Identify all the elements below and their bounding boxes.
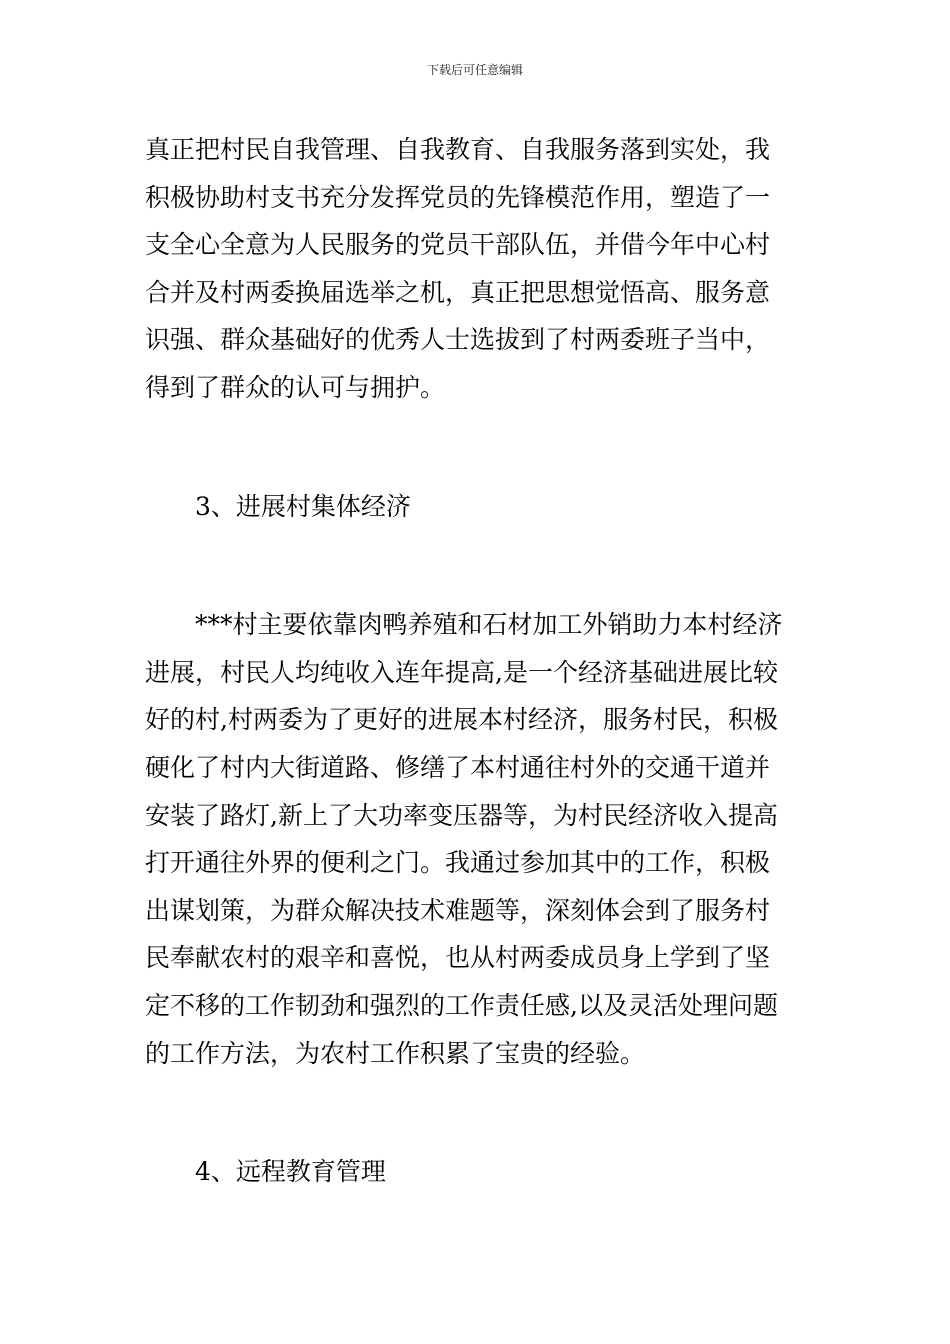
paragraph-line: 安装了路灯,新上了大功率变压器等，为村民经济收入提高 <box>145 800 778 830</box>
paragraph-line: 进展，村民人均纯收入连年提高,是一个经济基础进展比较 <box>145 657 778 687</box>
paragraph-line: 识强、群众基础好的优秀人士选拔到了村两委班子当中， <box>145 325 771 355</box>
paragraph-line: ***村主要依靠肉鸭养殖和石材加工外销助力本村经济 <box>195 610 783 640</box>
paragraph-line: 支全心全意为人民服务的党员干部队伍，并借今年中心村 <box>145 230 771 260</box>
paragraph-line: 真正把村民自我管理、自我教育、自我服务落到实处，我 <box>145 135 771 164</box>
paragraph-line: 硬化了村内大街道路、修缮了本村通往村外的交通干道并 <box>145 752 771 782</box>
page-header: 下载后可任意编辑 <box>426 63 523 77</box>
section-heading-3: 3、进展村集体经济 <box>195 491 411 521</box>
paragraph-line: 得到了群众的认可与拥护。 <box>145 372 446 402</box>
section-heading-4: 4、远程教育管理 <box>195 1157 386 1187</box>
paragraph-line: 民奉献农村的艰辛和喜悦，也从村两委成员身上学到了坚 <box>145 943 771 973</box>
paragraph-gap <box>145 1077 807 1148</box>
paragraph-line: 出谋划策，为群众解决技术难题等，深刻体会到了服务村 <box>145 895 771 925</box>
paragraph-line: 好的村,村两委为了更好的进展本村经济，服务村民，积极 <box>145 705 778 735</box>
paragraph-line: 的工作方法，为农村工作积累了宝贵的经验。 <box>145 1038 646 1068</box>
paragraph-line: 定不移的工作韧劲和强烈的工作责任感,以及灵活处理问题 <box>145 990 778 1020</box>
paragraph-line: 积极协助村支书充分发挥党员的先锋模范作用，塑造了一 <box>145 182 771 212</box>
paragraph-gap <box>145 412 807 483</box>
paragraph-2 <box>145 601 807 1077</box>
paragraph-line: 打开通往外界的便利之门。我通过参加其中的工作，积极 <box>145 848 771 878</box>
paragraph-1 <box>145 126 807 412</box>
paragraph-gap <box>145 530 807 601</box>
document-body <box>145 126 807 1196</box>
paragraph-line: 合并及村两委换届选举之机，真正把思想觉悟高、服务意 <box>145 277 771 307</box>
